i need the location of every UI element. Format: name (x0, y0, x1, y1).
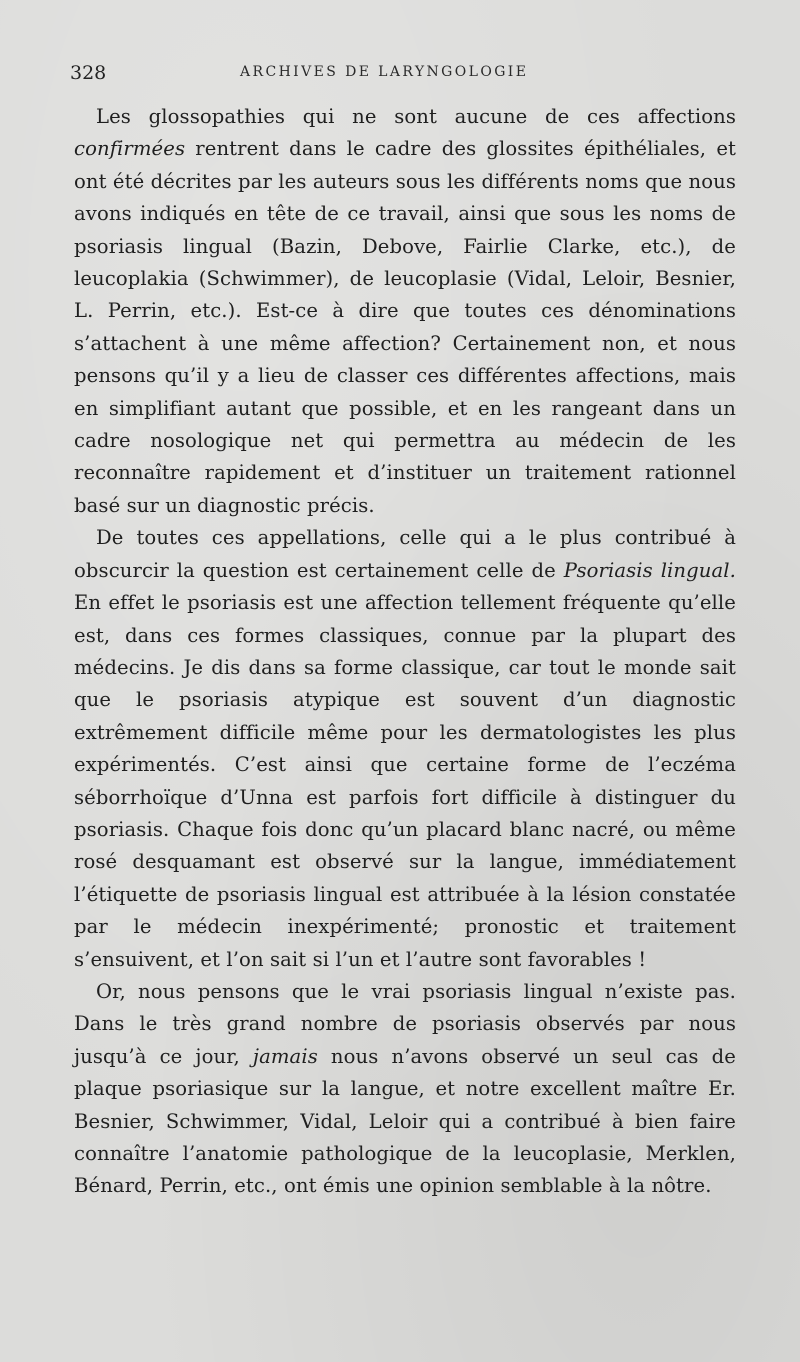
paragraph-1 (74, 101, 736, 522)
paragraph-2-italic-psoriasis-lingual: Psoriasis lingual. (563, 558, 736, 582)
paragraph-1-italic-confirmees: confirmées (74, 137, 186, 161)
paragraph-2-part-3: En effet le psoriasis est une affection tellement fréquente qu’elle est, dans ces formes classiques, connue par la plupart des médecins. Je dis dans sa forme classique, car tout le monde sait que le psoriasis atypique est souvent d’un diagnostic extrêmement difficile même pour les dermatologistes les plus expérimentés. C’est ainsi que certaine forme de l’eczéma séborrhoïque d’Unna est parfois fort difficile à distinguer du psoriasis. Chaque fois donc qu’un placard blanc nacré, ou même rosé desquamant est observé sur la langue, immédiatement l’étiquette de psoriasis lingual est attribuée à la lésion constatée par le médecin inexpérimenté; pronostic et traitement s’ensuivent, et l’on sait si l’un et l’autre sont favorables ! (74, 591, 736, 971)
page-number: 328 (70, 62, 107, 84)
paragraph-3-part-1: Or, nous pensons que le vrai psoriasis lingual n’existe pas. Dans le très grand nombre de psoriasis observés par nous jusqu’à ce jour, (74, 979, 736, 1068)
body-text (74, 101, 736, 1203)
paragraph-2 (74, 522, 736, 976)
running-head (70, 62, 740, 86)
paragraph-1-part-1: Les glossopathies qui ne sont aucune de ces affections (96, 105, 736, 128)
paragraph-3-part-3: nous n’avons observé un seul cas de plaque psoriasique sur la langue, et notre excellent maître Er. Besnier, Schwimmer, Vidal, Leloir qui a contribué à bien faire connaître l’anatomie pathologique de la leucoplasie, Merklen, Bénard, Perrin, etc., ont émis une opinion semblable à la nôtre. (74, 1044, 736, 1198)
paragraph-2-part-1: De toutes ces appellations, celle qui a le plus contribué à obscurcir la question est certainement celle de (74, 526, 736, 582)
paragraph-3 (74, 976, 736, 1203)
paragraph-3-italic-jamais: jamais (252, 1044, 318, 1068)
journal-title: ARCHIVES DE LARYNGOLOGIE (240, 64, 529, 80)
paragraph-1-part-3: rentrent dans le cadre des glossites épithéliales, et ont été décrites par les auteurs sous les différents noms que nous avons indiqués en tête de ce travail, ainsi que sous les noms de psoriasis lingual (Bazin, Debove, Fairlie Clarke, etc.), de leucoplakia (Schwimmer), de leucoplasie (Vidal, Leloir, Besnier, L. Perrin, etc.). Est-ce à dire que toutes ces dénominations s’attachent à une même affection? Certainement non, et nous pensons qu’il y a lieu de classer ces différentes affections, mais en simplifiant autant que possible, et en les rangeant dans un cadre nosologique net qui permettra au médecin de les reconnaître rapidement et d’instituer un traitement rationnel basé sur un diagnostic précis. (74, 137, 736, 517)
